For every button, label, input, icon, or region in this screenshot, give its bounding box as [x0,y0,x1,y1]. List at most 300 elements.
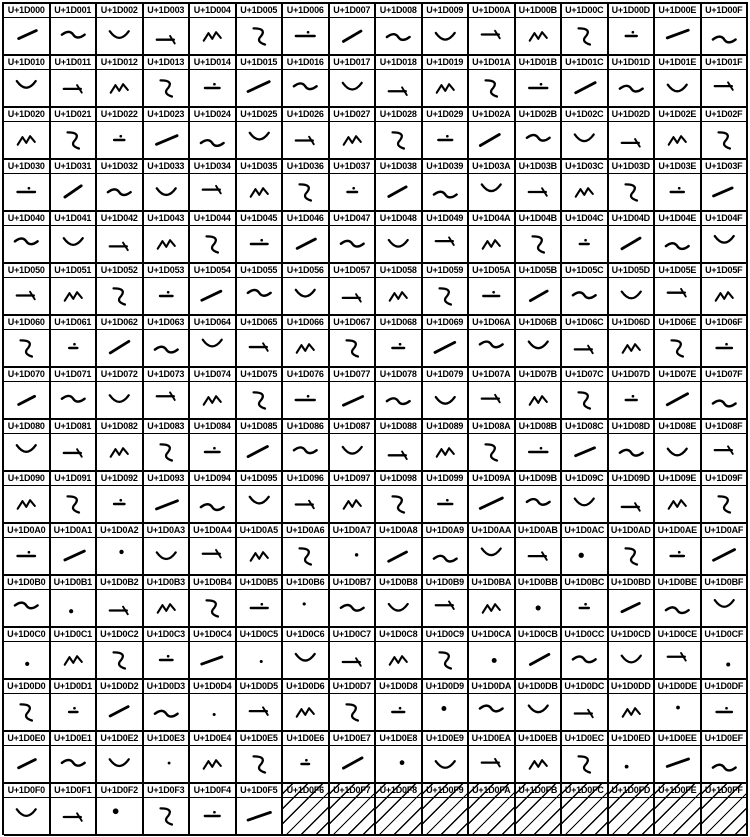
code-point-label: U+1D035 [237,160,282,174]
glyph-cell [144,576,191,628]
notation-glyph-icon [4,486,49,522]
code-point-label: U+1D005 [237,4,282,18]
notation-glyph-icon [562,18,607,54]
code-point-label: U+1D06E [655,316,700,330]
notation-glyph-icon [190,382,235,418]
glyph-cell [655,732,702,784]
glyph-cell [469,160,516,212]
notation-glyph-icon [51,434,96,470]
glyph-cell [702,108,749,160]
code-point-label: U+1D00A [469,4,514,18]
notation-glyph-icon [4,122,49,158]
code-point-label: U+1D0EB [516,732,561,746]
notation-glyph-icon [609,746,654,782]
glyph-cell [562,368,609,420]
code-point-label: U+1D006 [283,4,328,18]
notation-glyph-icon [97,330,142,366]
glyph-cell [609,524,656,576]
glyph-cell [516,108,563,160]
code-point-label: U+1D048 [376,212,421,226]
code-point-label: U+1D095 [237,472,282,486]
glyph-cell [4,368,51,420]
glyph-cell [144,420,191,472]
glyph-cell [702,368,749,420]
glyph-cell [237,420,284,472]
notation-glyph-icon [97,278,142,314]
code-point-label: U+1D09C [562,472,607,486]
notation-glyph-icon [609,18,654,54]
glyph-cell [190,420,237,472]
glyph-cell [376,628,423,680]
glyph-cell [655,316,702,368]
glyph-cell [562,628,609,680]
notation-glyph-icon [4,278,49,314]
notation-glyph-icon [516,590,561,626]
code-point-label: U+1D070 [4,368,49,382]
glyph-cell [4,4,51,56]
code-point-label: U+1D0FE [655,784,700,798]
chart-row [4,628,748,680]
notation-glyph-icon [51,382,96,418]
code-point-label: U+1D01D [609,56,654,70]
glyph-cell [376,524,423,576]
code-point-label: U+1D0DF [702,680,747,694]
notation-glyph-icon [4,746,49,782]
code-point-label: U+1D052 [97,264,142,278]
code-point-label: U+1D08E [655,420,700,434]
glyph-cell [51,4,98,56]
glyph-cell [237,264,284,316]
glyph-cell [4,264,51,316]
glyph-cell [423,524,470,576]
glyph-cell [97,472,144,524]
code-point-label: U+1D077 [330,368,375,382]
glyph-cell [237,524,284,576]
code-point-label: U+1D092 [97,472,142,486]
notation-glyph-icon [144,746,189,782]
code-point-label: U+1D0C3 [144,628,189,642]
code-point-label: U+1D04C [562,212,607,226]
code-point-label: U+1D0CB [516,628,561,642]
code-point-label: U+1D080 [4,420,49,434]
notation-glyph-icon [516,694,561,730]
code-point-label: U+1D062 [97,316,142,330]
code-point-label: U+1D0B8 [376,576,421,590]
code-point-label: U+1D056 [283,264,328,278]
code-point-label: U+1D0A9 [423,524,468,538]
glyph-cell [376,212,423,264]
unassigned-cell [655,784,702,836]
notation-glyph-icon [51,122,96,158]
glyph-cell [51,420,98,472]
notation-glyph-icon [655,70,700,106]
code-point-label: U+1D0D4 [190,680,235,694]
glyph-cell [469,628,516,680]
glyph-cell [4,212,51,264]
code-point-label: U+1D0C7 [330,628,375,642]
notation-glyph-icon [609,174,654,210]
glyph-cell [609,576,656,628]
code-point-label: U+1D0FA [469,784,514,798]
code-point-label: U+1D0AD [609,524,654,538]
code-point-label: U+1D083 [144,420,189,434]
code-point-label: U+1D01F [702,56,747,70]
code-point-label: U+1D0CD [609,628,654,642]
glyph-cell [51,368,98,420]
glyph-cell [4,732,51,784]
code-point-label: U+1D0C4 [190,628,235,642]
glyph-cell [609,628,656,680]
code-point-label: U+1D0A0 [4,524,49,538]
code-point-label: U+1D02B [516,108,561,122]
code-point-label: U+1D0D9 [423,680,468,694]
notation-glyph-icon [423,174,468,210]
glyph-cell [190,108,237,160]
code-point-label: U+1D034 [190,160,235,174]
code-point-label: U+1D0E4 [190,732,235,746]
glyph-cell [237,472,284,524]
glyph-cell [144,472,191,524]
glyph-cell [51,108,98,160]
code-point-label: U+1D07B [516,368,561,382]
code-point-label: U+1D097 [330,472,375,486]
glyph-cell [376,4,423,56]
glyph-cell [144,784,191,836]
glyph-cell [144,680,191,732]
notation-glyph-icon [330,70,375,106]
glyph-cell [376,56,423,108]
notation-glyph-icon [609,642,654,678]
code-point-label: U+1D0D3 [144,680,189,694]
code-point-label: U+1D040 [4,212,49,226]
code-point-label: U+1D06F [702,316,747,330]
unassigned-cell [376,784,423,836]
code-point-label: U+1D015 [237,56,282,70]
glyph-cell [423,680,470,732]
code-point-label: U+1D0F6 [283,784,328,798]
code-point-label: U+1D0B5 [237,576,282,590]
code-point-label: U+1D06B [516,316,561,330]
code-point-label: U+1D0EF [702,732,747,746]
glyph-cell [330,56,377,108]
code-point-label: U+1D0FD [609,784,654,798]
glyph-cell [190,4,237,56]
glyph-cell [330,160,377,212]
chart-row [4,108,748,160]
code-point-label: U+1D07D [609,368,654,382]
notation-glyph-icon [562,174,607,210]
notation-glyph-icon [376,590,421,626]
glyph-cell [4,576,51,628]
glyph-cell [51,212,98,264]
code-point-label: U+1D000 [4,4,49,18]
glyph-cell [330,212,377,264]
glyph-cell [144,368,191,420]
notation-glyph-icon [237,330,282,366]
notation-glyph-icon [702,278,747,314]
notation-glyph-icon [51,174,96,210]
glyph-cell [144,316,191,368]
glyph-cell [702,628,749,680]
glyph-cell [237,4,284,56]
glyph-cell [423,472,470,524]
glyph-cell [609,56,656,108]
code-point-label: U+1D0D6 [283,680,328,694]
chart-row [4,784,748,836]
code-point-label: U+1D0BA [469,576,514,590]
code-point-label: U+1D0DE [655,680,700,694]
notation-glyph-icon [97,538,142,574]
notation-glyph-icon [144,798,189,834]
notation-glyph-icon [97,174,142,210]
notation-glyph-icon [609,330,654,366]
code-point-label: U+1D0BF [702,576,747,590]
glyph-cell [330,108,377,160]
glyph-cell [376,732,423,784]
notation-glyph-icon [144,382,189,418]
code-point-label: U+1D064 [190,316,235,330]
notation-glyph-icon [469,330,514,366]
notation-glyph-icon [283,538,328,574]
glyph-cell [4,472,51,524]
glyph-cell [469,472,516,524]
notation-glyph-icon [330,122,375,158]
glyph-cell [283,56,330,108]
glyph-cell [516,212,563,264]
glyph-cell [423,576,470,628]
glyph-cell [144,108,191,160]
notation-glyph-icon [4,18,49,54]
code-point-label: U+1D0FF [702,784,747,798]
notation-glyph-icon [51,70,96,106]
code-point-label: U+1D061 [51,316,96,330]
glyph-cell [51,316,98,368]
glyph-cell [469,264,516,316]
code-point-label: U+1D039 [423,160,468,174]
notation-glyph-icon [237,798,282,834]
glyph-cell [283,4,330,56]
glyph-cell [283,628,330,680]
code-point-label: U+1D0B6 [283,576,328,590]
notation-glyph-icon [423,694,468,730]
code-point-label: U+1D0A5 [237,524,282,538]
glyph-cell [562,420,609,472]
notation-glyph-icon [283,382,328,418]
glyph-cell [423,212,470,264]
notation-glyph-icon [376,434,421,470]
code-point-label: U+1D03D [609,160,654,174]
notation-glyph-icon [609,486,654,522]
notation-glyph-icon [376,18,421,54]
notation-glyph-icon [376,70,421,106]
notation-glyph-icon [144,226,189,262]
chart-row [4,212,748,264]
code-point-label: U+1D053 [144,264,189,278]
notation-glyph-icon [469,382,514,418]
code-point-label: U+1D0F0 [4,784,49,798]
code-point-label: U+1D0A8 [376,524,421,538]
chart-row [4,4,748,56]
code-point-label: U+1D098 [376,472,421,486]
code-point-label: U+1D01E [655,56,700,70]
code-point-label: U+1D03F [702,160,747,174]
code-point-label: U+1D04D [609,212,654,226]
notation-glyph-icon [330,486,375,522]
notation-glyph-icon [702,122,747,158]
code-point-label: U+1D0AC [562,524,607,538]
code-point-label: U+1D00F [702,4,747,18]
notation-glyph-icon [97,70,142,106]
code-point-label: U+1D016 [283,56,328,70]
code-point-label: U+1D03B [516,160,561,174]
code-point-label: U+1D0AF [702,524,747,538]
code-point-label: U+1D02D [609,108,654,122]
unassigned-cell [702,784,749,836]
notation-glyph-icon [144,486,189,522]
code-point-label: U+1D07E [655,368,700,382]
notation-glyph-icon [516,538,561,574]
notation-glyph-icon [516,70,561,106]
notation-glyph-icon [190,746,235,782]
notation-glyph-icon [702,434,747,470]
code-point-label: U+1D001 [51,4,96,18]
code-point-label: U+1D09A [469,472,514,486]
notation-glyph-icon [609,434,654,470]
code-point-label: U+1D0C8 [376,628,421,642]
code-point-label: U+1D0D0 [4,680,49,694]
notation-glyph-icon [655,174,700,210]
glyph-cell [609,160,656,212]
glyph-cell [97,368,144,420]
code-point-label: U+1D065 [237,316,282,330]
glyph-cell [97,160,144,212]
code-point-label: U+1D025 [237,108,282,122]
notation-glyph-icon [237,70,282,106]
glyph-cell [516,4,563,56]
notation-glyph-icon [283,486,328,522]
code-point-label: U+1D043 [144,212,189,226]
glyph-cell [469,212,516,264]
glyph-cell [469,680,516,732]
code-point-label: U+1D0B4 [190,576,235,590]
code-point-label: U+1D0AB [516,524,561,538]
notation-glyph-icon [423,434,468,470]
glyph-cell [423,316,470,368]
code-point-label: U+1D010 [4,56,49,70]
notation-glyph-icon [144,70,189,106]
code-point-label: U+1D08A [469,420,514,434]
glyph-cell [97,212,144,264]
glyph-cell [376,264,423,316]
glyph-cell [702,264,749,316]
notation-glyph-icon [51,590,96,626]
notation-glyph-icon [516,434,561,470]
glyph-cell [516,732,563,784]
glyph-cell [283,108,330,160]
code-point-label: U+1D07C [562,368,607,382]
glyph-cell [97,316,144,368]
code-point-label: U+1D082 [97,420,142,434]
notation-glyph-icon [97,590,142,626]
code-point-label: U+1D0A2 [97,524,142,538]
glyph-cell [655,108,702,160]
code-point-label: U+1D0E8 [376,732,421,746]
notation-glyph-icon [97,122,142,158]
notation-glyph-icon [376,278,421,314]
notation-glyph-icon [702,642,747,678]
notation-glyph-icon [4,70,49,106]
code-point-label: U+1D0C9 [423,628,468,642]
glyph-cell [237,732,284,784]
code-point-label: U+1D068 [376,316,421,330]
glyph-cell [4,108,51,160]
notation-glyph-icon [516,226,561,262]
glyph-cell [97,680,144,732]
glyph-cell [237,160,284,212]
unassigned-cell [609,784,656,836]
glyph-cell [190,680,237,732]
glyph-cell [330,316,377,368]
notation-glyph-icon [655,746,700,782]
code-point-label: U+1D086 [283,420,328,434]
glyph-cell [330,628,377,680]
glyph-cell [190,264,237,316]
notation-glyph-icon [609,226,654,262]
glyph-cell [516,472,563,524]
code-point-label: U+1D0E7 [330,732,375,746]
code-point-label: U+1D02F [702,108,747,122]
glyph-cell [4,420,51,472]
glyph-cell [469,420,516,472]
notation-glyph-icon [655,434,700,470]
glyph-cell [4,680,51,732]
code-point-label: U+1D04B [516,212,561,226]
notation-glyph-icon [655,642,700,678]
code-point-label: U+1D0E6 [283,732,328,746]
notation-glyph-icon [144,434,189,470]
notation-glyph-icon [237,174,282,210]
glyph-cell [702,420,749,472]
code-point-label: U+1D0F9 [423,784,468,798]
notation-glyph-icon [469,70,514,106]
code-point-label: U+1D0EE [655,732,700,746]
glyph-cell [190,472,237,524]
glyph-cell [609,316,656,368]
notation-glyph-icon [97,226,142,262]
glyph-cell [97,264,144,316]
code-point-label: U+1D03E [655,160,700,174]
glyph-cell [330,472,377,524]
glyph-cell [516,56,563,108]
notation-glyph-icon [330,278,375,314]
code-point-label: U+1D0FC [562,784,607,798]
glyph-cell [4,56,51,108]
glyph-cell [144,264,191,316]
glyph-cell [423,420,470,472]
glyph-cell [330,368,377,420]
code-point-label: U+1D0DC [562,680,607,694]
code-point-label: U+1D0BE [655,576,700,590]
glyph-cell [97,56,144,108]
notation-glyph-icon [190,174,235,210]
code-point-label: U+1D04F [702,212,747,226]
chart-row [4,316,748,368]
code-point-label: U+1D08C [562,420,607,434]
glyph-cell [190,628,237,680]
code-point-label: U+1D0A1 [51,524,96,538]
glyph-cell [562,576,609,628]
glyph-cell [51,160,98,212]
